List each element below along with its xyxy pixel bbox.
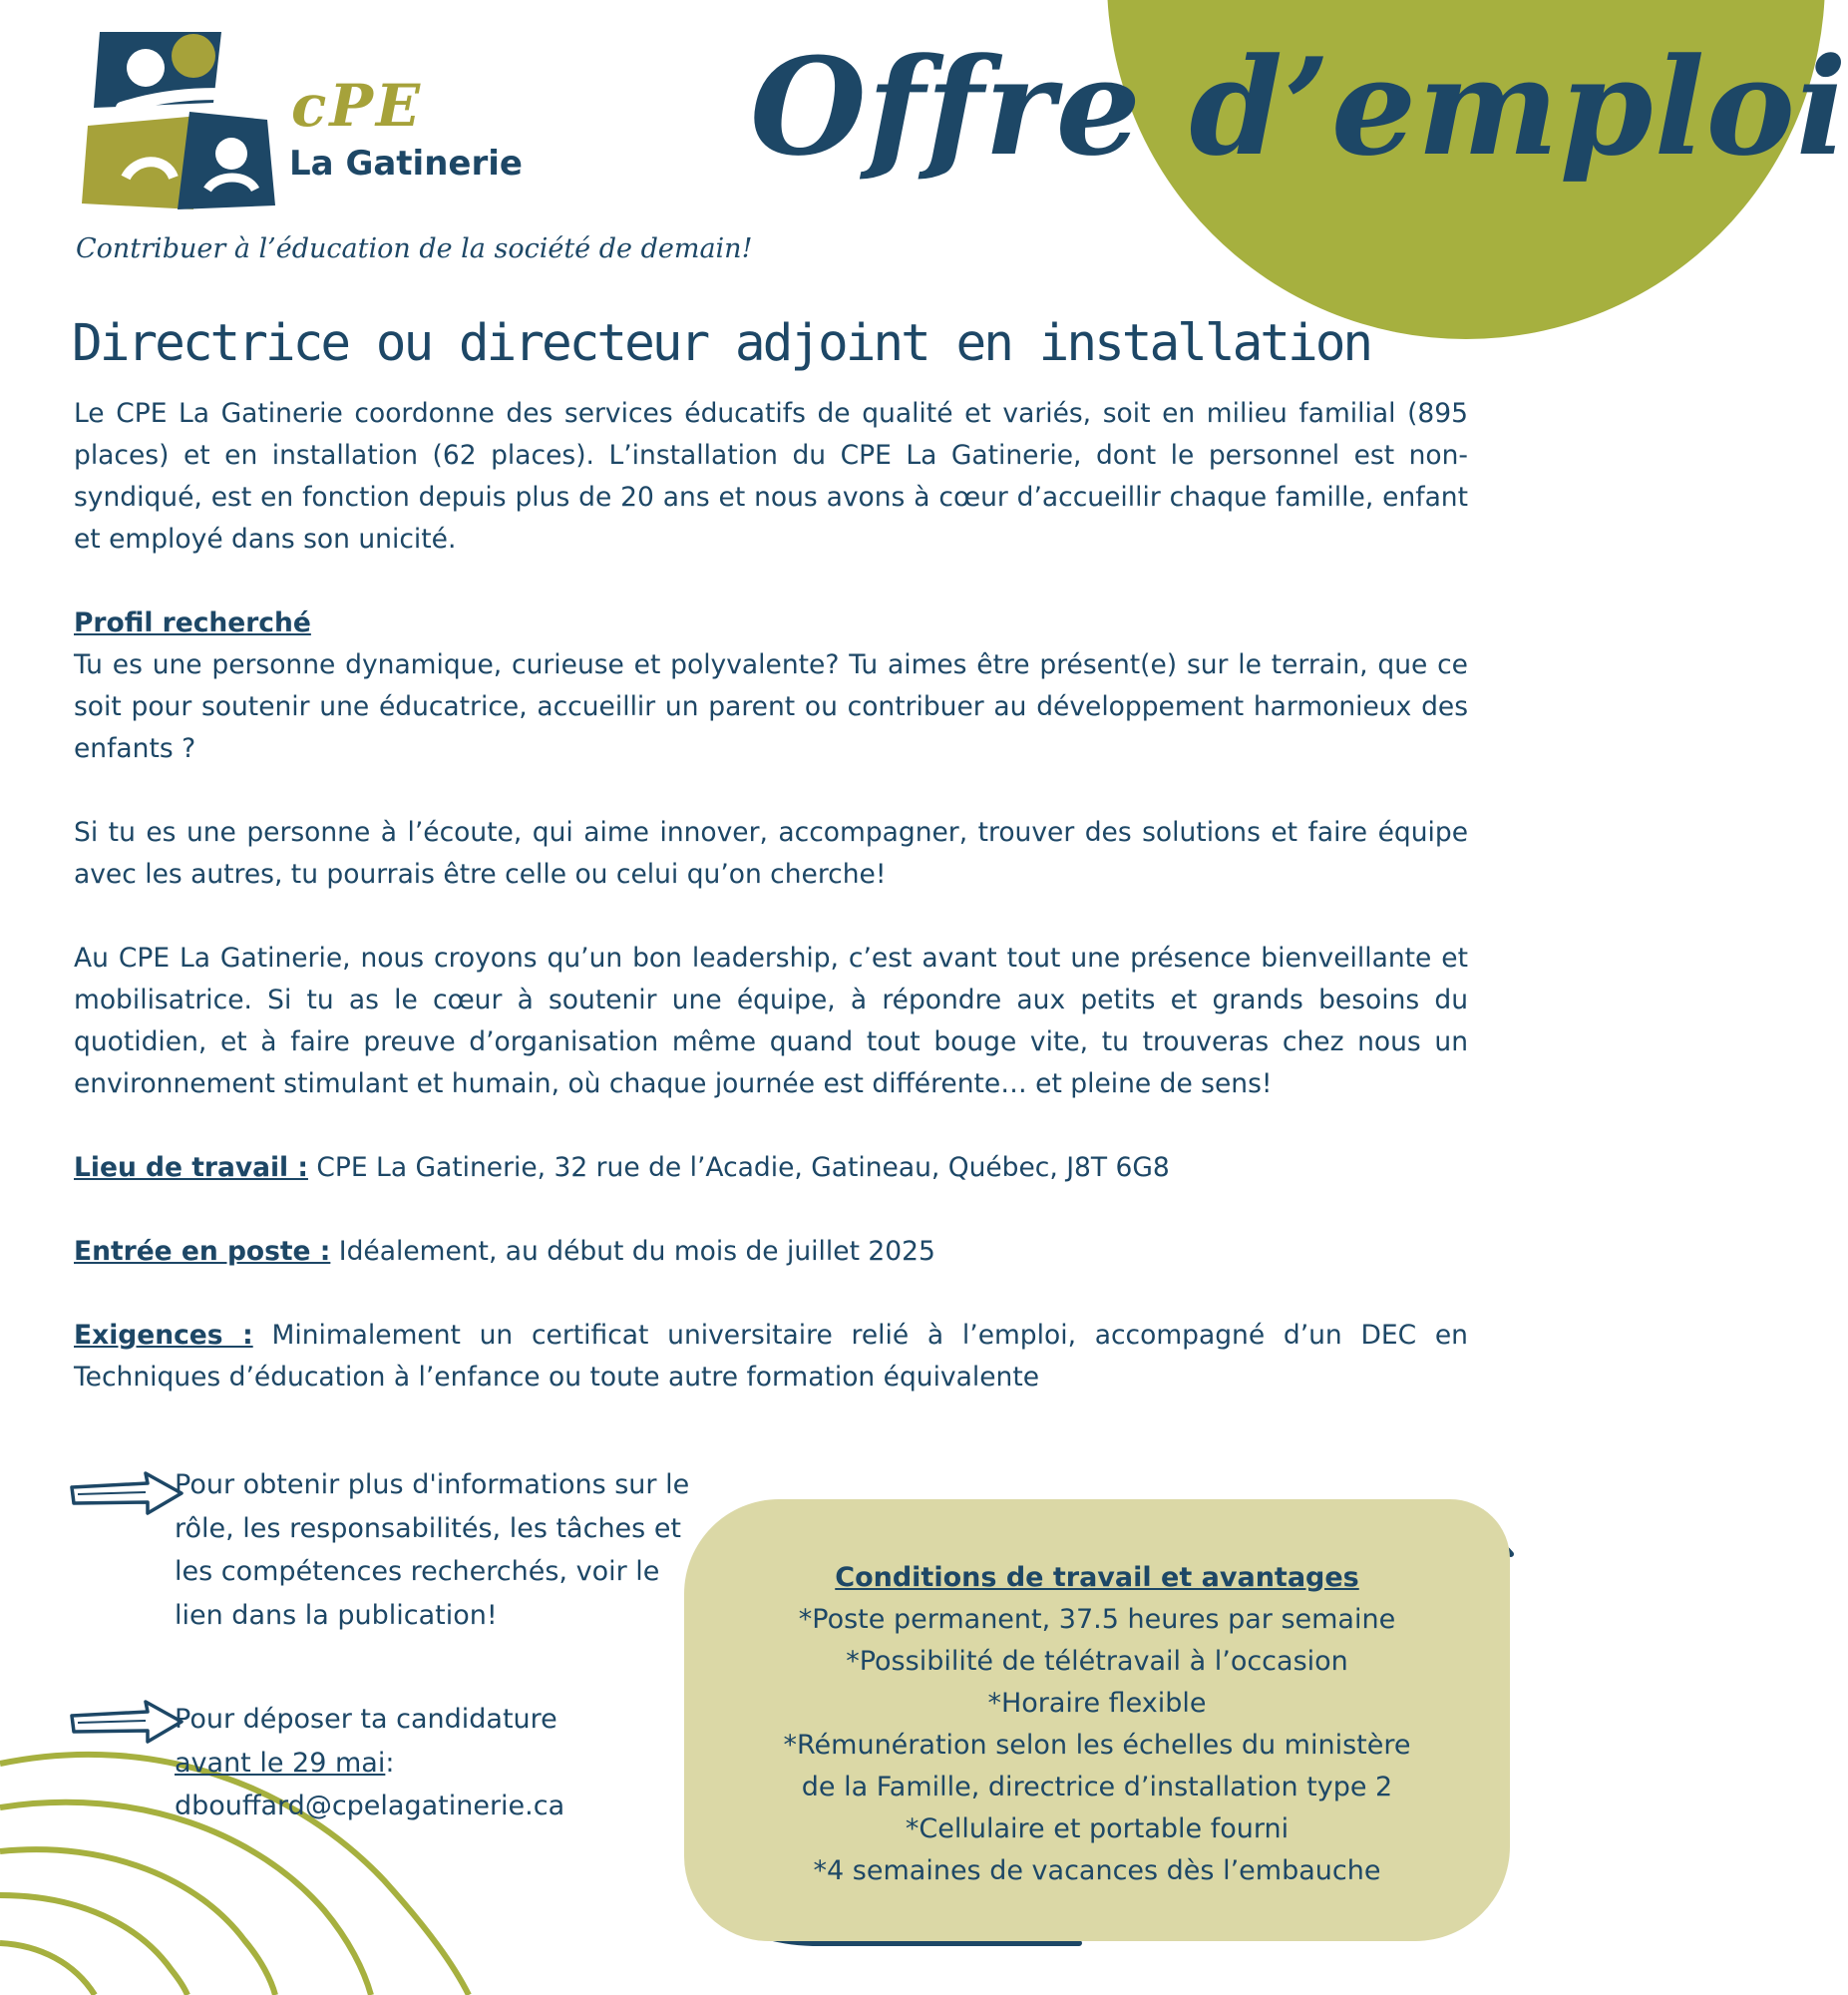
apply-deadline-line [175, 1742, 693, 1786]
conditions-title: Conditions de travail et avantages [835, 1562, 1359, 1593]
condition-item: de la Famille, directrice d’installation type 2 [801, 1772, 1393, 1802]
start-date-label: Entrée en poste : [74, 1236, 331, 1267]
condition-item: *Rémunération selon les échelles du ministère [783, 1730, 1411, 1761]
work-location [74, 1147, 1468, 1189]
arrow-right-icon [68, 1469, 187, 1519]
conditions-list [684, 1557, 1510, 1892]
apply-colon: : [385, 1747, 395, 1779]
condition-item: *Horaire flexible [987, 1688, 1207, 1719]
requirements-value: Minimalement un certificat universitaire relié à l’emploi, accompagné d’un DEC en Techniques d’éducation à l’enfance ou toute autre formation équivalente [74, 1320, 1468, 1393]
work-location-label: Lieu de travail : [74, 1152, 308, 1183]
profile-paragraph-1: Tu es une personne dynamique, curieuse et polyvalente? Tu aimes être présent(e) sur le terrain, que ce soit pour soutenir une éducatrice, accueillir un parent ou contribuer au développement harmonieux des enfants ? [74, 649, 1468, 764]
cpe-logo [82, 28, 531, 227]
more-info-text: Pour obtenir plus d'informations sur le rôle, les responsabilités, les tâches et les compétences recherchés, voir le lien dans la publication! [175, 1469, 690, 1631]
profile-paragraph-3: Au CPE La Gatinerie, nous croyons qu’un bon leadership, c’est avant tout une présence bienveillante et mobilisatrice. Si tu as le cœur à soutenir une équipe, à répondre aux petits et grands besoins du quotidien, et à faire preuve d’organisation même quand tout bouge vite, tu trouveras chez nous un environnement stimulant et humain, où chaque journée est différente… et pleine de sens! [74, 943, 1468, 1099]
logo-acronym: cPE [291, 72, 424, 140]
apply-note [175, 1698, 693, 1828]
apply-deadline: avant le 29 mai [175, 1747, 386, 1779]
more-info-note [175, 1463, 693, 1637]
contact-email[interactable]: dbouffard@cpelagatinerie.ca [175, 1791, 565, 1821]
condition-item: *4 semaines de vacances dès l’embauche [813, 1855, 1381, 1886]
tagline: Contribuer à l’éducation de la société de demain! [76, 233, 753, 264]
condition-item: *Possibilité de télétravail à l’occasion [846, 1646, 1348, 1677]
page-title: Offre d’emploi [750, 28, 1848, 186]
intro-paragraph: Le CPE La Gatinerie coordonne des services éducatifs de qualité et variés, soit en milieu familial (895 places) et en installation (62 places). L’installation du CPE La Gatinerie, dont le personnel est non-syndiqué, est en fonction depuis plus de 20 ans et nous avons à cœur d’accueillir chaque famille, enfant et employé dans son unicité. [74, 398, 1468, 555]
logo-mark-icon [82, 28, 291, 212]
logo-name: La Gatinerie [289, 144, 523, 184]
requirements-label: Exigences : [74, 1320, 253, 1351]
main-content [74, 393, 1468, 1398]
start-date-value: Idéalement, au début du mois de juillet 2025 [338, 1236, 935, 1267]
condition-item: *Poste permanent, 37.5 heures par semaine [798, 1604, 1396, 1635]
requirements [74, 1315, 1468, 1398]
condition-item: *Cellulaire et portable fourni [905, 1813, 1290, 1844]
work-location-value: CPE La Gatinerie, 32 rue de l’Acadie, Gatineau, Québec, J8T 6G8 [316, 1152, 1170, 1183]
arrow-right-icon [68, 1698, 187, 1748]
profile-paragraph-2: Si tu es une personne à l’écoute, qui aime innover, accompagner, trouver des solutions et faire équipe avec les autres, tu pourrais être celle ou celui qu’on cherche! [74, 817, 1468, 890]
profile-heading: Profil recherché [74, 607, 311, 638]
apply-text: Pour déposer ta candidature [175, 1704, 557, 1735]
start-date [74, 1231, 1468, 1273]
job-title: Directrice ou directeur adjoint en installation [72, 314, 1371, 373]
